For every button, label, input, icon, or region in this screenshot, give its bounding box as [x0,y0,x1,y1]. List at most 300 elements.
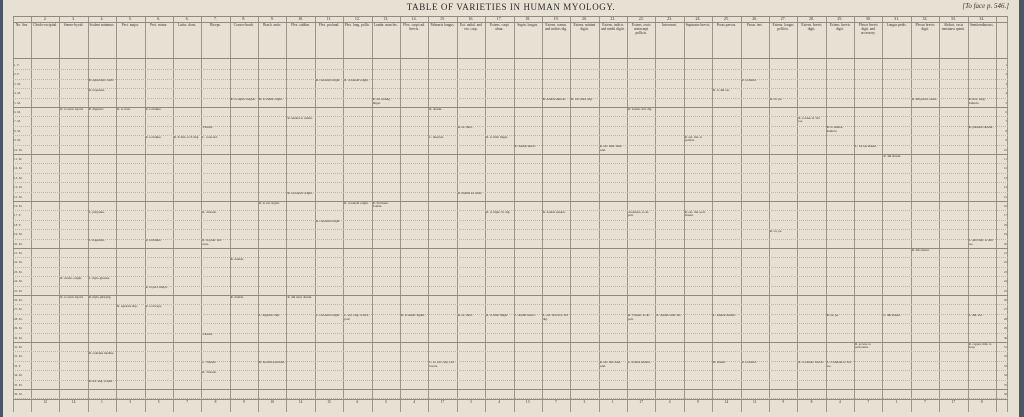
column-header: Flex. profund. [318,23,340,27]
column-number: 9. [270,16,274,21]
row-label: 13. M. [14,175,23,180]
column-rule [400,16,401,412]
row-label: 32. M. [14,354,23,359]
table-cell: R. to pect. major. [145,286,168,290]
column-header: Psoas parvus. [716,23,737,27]
column-number: 27. [780,16,786,21]
column-total: 3 [129,400,132,405]
column-total: 3 [384,400,387,405]
table-cell: R. to 4th toe. [713,88,730,92]
row-number-right: 17 [1003,213,1007,218]
table-cell: R. to base of 3rd toe. [798,116,820,124]
table-cell: L. platysma. [88,210,105,214]
row-number-right: 2 [1005,72,1007,77]
row-label: 12. M. [14,166,23,171]
table-cell: L. digastric slip. [259,314,280,318]
row-label: 15. M. [14,194,23,199]
table-cell: R. coronoid. origin. [287,192,313,196]
table-cell: R. to humer. [145,107,162,111]
table-cell: R. coronoid origin. [344,201,369,205]
table-cell: R. 4th perfor. sions. [911,98,937,102]
column-number: 13. [383,16,389,21]
table-cell: R. extens. ind. dig. [628,107,653,111]
column-total: 17 [440,400,445,405]
row-rule [13,361,1008,362]
column-number: 2. [43,16,47,21]
table-cell: R. lev. ang. scapul. [88,380,113,384]
table-cell: R. coronoid origin. [315,220,341,224]
row-rule [13,79,1008,80]
table-cell: R. to humer. [145,135,162,139]
row-label: 35. M. [14,382,23,387]
table-cell: L. coracoid. [202,135,218,139]
column-number: 22. [638,16,644,21]
column-rule [315,16,316,412]
row-number-right: 11 [1003,157,1007,161]
row-label: 23. M. [14,269,23,274]
row-rule [13,295,1008,296]
column-total: 1 [101,400,103,405]
column-rule [882,16,883,412]
row-label: 31. M. [14,345,23,349]
column-total: 9 [782,400,785,405]
column-header: Flex. sublim. [291,23,311,27]
column-header: Extens. ossis metacarpi pollicis. [631,23,651,35]
column-total: 17 [951,400,956,405]
row-number-right: 24 [1003,279,1007,284]
column-total: 17 [639,400,643,405]
row-number-right: 10 [1003,147,1007,152]
column-header: Coraco-brach. [233,23,255,27]
row-label: 33. F. [14,363,22,368]
row-label: 20. M. [14,241,23,246]
row-number-right: 26 [1003,298,1007,302]
row-rule [13,173,1008,174]
column-header: Interossei. [662,23,678,27]
column-number: 11. [326,16,332,21]
row-number-right: 20 [1003,241,1007,246]
column-rule [59,16,60,412]
myology-table [13,16,1008,412]
table-cell: R. to triceps. [145,304,162,308]
column-header: Longus pedis. [886,23,907,27]
column-rule [457,16,458,412]
column-header: Semitendinosus. [969,23,994,27]
row-rule [13,154,1008,155]
column-total: 3 [583,400,586,405]
table-cell: R. to annul. ligam. [400,314,425,318]
row-rule [13,323,1008,324]
column-total: 14 [71,400,76,405]
column-number: 12. [354,16,360,21]
column-header: Flexor brevis digit. [915,23,935,31]
table-cell: R. ex. pe. [769,98,783,102]
column-rule [939,16,940,412]
row-label: 6. M. [14,110,21,114]
row-number-right: 13 [1003,175,1007,180]
column-number: 20. [581,16,587,21]
table-cell: L. add. hall. to 2nd toe. [968,239,993,246]
column-total: 13 [525,400,530,405]
column-number: 28. [809,16,814,21]
row-rule [13,229,1008,230]
table-cell: R. tendon to radius. [287,116,313,120]
row-label: 28. M. [14,316,23,321]
table-cell: R. cleido. origin. [60,276,82,280]
row-number-right: 16 [1003,204,1007,208]
column-rule [854,16,855,412]
table-cell: R. to metat. [741,361,757,365]
table-cell: R. ex. inter. [457,126,473,130]
table-cell: R. double ex. inter. [457,192,482,196]
table-title: TABLE OF VARIETIES IN HUMAN MYOLOGY. [406,2,616,12]
column-number: 3. [72,16,76,21]
row-label: 34. M. [14,373,23,378]
column-total: 9 [242,400,245,405]
column-number: 15. [440,16,446,21]
row-label: 22. M. [14,260,23,265]
table-cell: R. 3rd musc. double. [372,201,389,209]
table-cell: R. double insert. [514,145,536,149]
column-number: 25. [723,16,729,21]
row-label: 26. M. [14,298,23,302]
table-cell: L. mylo-glossus. [88,276,111,280]
table-cell: R. 4th absent. [883,154,901,158]
column-total: 4 [413,400,416,405]
column-header: Extens. carpi ulnar. [489,23,509,31]
column-rule [230,16,231,412]
table-cell: R. to humer. [145,239,162,243]
row-rule [13,201,1008,202]
table-cell: R. episternal. cartil. [88,79,114,83]
row-number-right: 29 [1003,326,1007,331]
table-cell: R. ext. ind. poll. absent. [684,210,706,218]
table-cell: R. to stern. hyoid. [60,107,84,111]
table-cell: L. 4th. ext. [968,314,983,318]
column-number: 6. [157,16,161,21]
column-header: Extens. minimi digiti. [573,23,596,31]
column-rule [797,16,798,412]
table-cell: L. 4th absent. [883,314,901,318]
column-number: 5. [128,16,132,21]
row-rule [13,126,1008,127]
table-cell: R. to little finger. [486,135,508,139]
column-header: Pect. minor. [150,23,168,27]
column-total: 3 [470,400,472,405]
column-rule [258,16,259,412]
column-header: Flex. long. pollic. [344,23,371,27]
column-total: 15 [327,400,331,405]
row-number-right: 8 [1005,128,1007,133]
row-label: 5. M. [14,100,21,105]
row-number-right: 6 [1005,110,1007,114]
row-label: 29. M. [14,326,23,331]
table-cell: R. to extens. brevis. [798,361,824,365]
table-cell: R. absent. [429,107,443,111]
table-cell: R. aft. testing. finger. [372,98,391,105]
row-rule [13,116,1008,117]
row-rule [13,163,1008,164]
row-rule [13,333,1008,334]
row-number-right: 28 [1003,316,1007,321]
row-rule [13,98,1008,99]
row-rule [13,69,1008,70]
table-cell: R. to radial origin. [259,98,283,102]
row-label: 4. M. [14,91,21,96]
column-total: 8 [980,400,983,405]
column-total: 7 [555,400,557,405]
table-cell: R. separate slip. [117,304,138,308]
column-rule [599,16,600,412]
table-cell: L. trapezius. [88,239,105,243]
row-label: 17. F. [14,213,22,218]
row-rule [13,351,1008,352]
row-number-right: 36 [1003,392,1007,396]
column-total: 7 [867,400,870,405]
column-total: 1 [611,400,614,405]
table-cell: L. double insert. [514,314,536,318]
table-cell: R. brachio-fascialis. [259,361,285,365]
table-cell: R. ex. inter. [457,314,473,318]
table-cell: R. 4 heads. [202,210,217,214]
column-number: 23. [667,16,673,21]
column-total: 1 [895,400,898,405]
column-number: 10. [298,16,304,21]
column-header: Psoas. tert. [746,23,763,27]
row-number-right: 30 [1003,335,1007,340]
column-header: Supin. longus. [517,23,539,27]
table-cell: R. to supin. longus. [230,98,256,102]
table-cell: R. to tendon hallucis. [826,126,843,133]
row-number-right: 5 [1005,100,1007,105]
column-header: Supinator brevis. [685,23,711,27]
column-header: Scaleni minimus. [89,23,115,27]
row-number-right: 9 [1005,138,1007,143]
column-header: Palmaris longus. [430,23,455,27]
row-rule [13,370,1008,371]
column-header: Biceps. [210,23,221,27]
table-cell: R. flex. long. hallucis. [968,98,986,105]
column-number: 16. [468,16,474,21]
table-cell: L. double tendon. [628,361,651,365]
column-number: 33. [950,16,956,21]
column-number: 7. [213,16,217,21]
row-label: 1. F. [14,63,20,67]
row-number-right: 14 [1003,185,1007,190]
column-number: 14. [411,16,417,21]
table-cell: R. coronoid origin. [315,79,341,83]
column-total: 11 [753,400,757,405]
column-header: Abduct. ossis metatarsi quinti. [941,23,966,31]
table-cell: R. plantaris absent. [968,126,994,130]
column-rule [968,16,969,412]
table-cell: R. absent. [713,361,726,365]
column-rule [145,16,146,412]
row-rule [13,380,1008,381]
column-total: 4 [838,400,841,405]
column-number [13,16,31,22]
row-rule [13,389,1008,390]
row-number-right: 31 [1003,345,1007,349]
table-cell: R. trapezius. [88,88,105,92]
row-number-right: 19 [1003,232,1007,237]
table-cell: R. to pron. rad. teres. [202,239,222,246]
row-label: 18. F. [14,222,22,227]
column-total: 4 [498,400,501,405]
column-total: 8 [214,400,217,405]
table-cell: R. ext. inds. dual. tend. [599,145,623,152]
table-cell: R. 3 heads. [202,370,217,374]
row-label: 27. M. [14,307,23,312]
table-cell: R. copper. min. to hosp. [968,342,992,350]
row-label: 2. F. [14,72,20,77]
column-header: Extens. longus pollicis. [772,23,794,31]
row-number-right: 23 [1003,269,1007,274]
table-cell: R. to crest. [117,107,131,111]
table-cell: R. to metat. [741,79,757,83]
row-label: 7. M. [14,119,21,124]
table-cell: R. coronoid origin. [344,79,369,83]
table-cell: 2 heads. [202,333,213,337]
table-cell: R. to little finger. [486,314,508,318]
table-cell: R. double muscle. [542,98,566,102]
row-number-right: 7 [1005,119,1007,124]
column-number: 26. [752,16,758,21]
column-total: 4 [668,400,671,405]
column-rule [514,16,515,412]
column-number: 32. [922,16,928,21]
column-total: 9 [697,400,699,405]
table-page [3,0,1019,417]
column-number: 34. [979,16,985,21]
table-cell: L. ext. orig. to flex. prof. [344,314,369,321]
column-number: 21. [610,16,616,21]
table-cell: R. 4th absent. [911,248,930,252]
row-number-right: 33 [1003,363,1007,368]
row-rule [13,220,1008,221]
column-total: 10 [270,400,275,405]
column-total: 14 [724,400,729,405]
column-number: 29. [837,16,843,21]
column-rule [911,16,912,412]
table-cell: L. coronoid origin. [315,314,340,318]
column-rule [173,16,174,412]
column-number: 18. [525,16,531,21]
table-cell: R. ex. pe. [769,229,783,233]
column-header: Lumbr. muscles. [373,23,398,27]
column-number: 30. [865,16,871,21]
table-cell: R. 3 insert. to ab. poll. [628,314,650,321]
column-number: 31. [894,16,900,21]
column-rule [286,16,287,412]
row-number-right: 25 [1003,288,1007,293]
table-cell: R. ext. ind. et pollicis. [684,135,702,143]
column-rule [712,16,713,412]
column-header: Extens. indicis and medii digiti. [601,23,625,31]
column-header: Brach. antic. [263,23,282,27]
table-cell: R. double. [230,257,244,261]
table-cell: R. 4th tend. absent. [287,295,313,299]
table-cell: R. ex. pe. [826,314,839,318]
row-label: 21. M. [14,251,23,255]
column-total: 14 [298,400,303,405]
column-header: Flex. carpi rad. brevis. [403,23,426,31]
column-total: 6 [356,400,359,405]
row-number-right: 4 [1005,91,1007,96]
row-number-right: 15 [1003,194,1007,199]
table-cell: L. inserted. [429,135,444,139]
row-label: 19. M. [14,232,23,237]
table-cell: L. 3 heads. [202,361,217,365]
row-label: 10. M. [14,147,23,152]
column-rule [741,16,742,412]
column-header: Extens. brevis digit. [829,23,851,31]
column-header: No. Sex. [15,23,29,27]
row-rule [13,267,1008,268]
column-number: 6. [185,16,189,21]
column-rule [826,16,827,412]
row-number-right: 12 [1003,166,1007,171]
row-number-right: 3 [1005,81,1007,86]
table-cell: L. tendon double. [713,314,736,318]
column-rule [116,16,117,412]
column-rule [769,16,770,412]
row-rule [13,248,1008,249]
table-cell: R. access. to perforatus. [855,342,872,350]
row-rule [13,192,1008,193]
column-number: 4. [100,16,104,21]
row-number-right: 27 [1003,307,1007,312]
column-total: 12 [43,400,47,405]
column-total: 8 [810,400,813,405]
row-number-right: 35 [1003,382,1007,387]
row-rule [13,257,1008,258]
column-header: Ext. radial. and ext. carp. [459,23,482,31]
column-total: 7 [186,400,188,405]
column-rule [570,16,571,412]
column-header: Extens. comm. and indicis dig. [545,23,568,31]
table-cell: 3 heads. [202,126,213,130]
column-header: Sterno-hyoid. [63,23,84,27]
table-cell: R. double tendon. [542,210,566,214]
column-header: Flexor brevis digit. and accessory. [858,23,878,35]
page-reference: [To face p. 546.] [962,2,1009,10]
row-number-right: 18 [1003,222,1007,227]
row-number-right: 22 [1003,260,1007,265]
column-header: Latiss. dorsi. [177,23,197,27]
column-rule [1007,16,1008,412]
row-label: 30. M. [14,335,23,340]
column-total: 7 [924,400,926,405]
table-cell: R. mylo-pharyng. [88,295,112,299]
row-number-right: 21 [1003,251,1007,255]
row-number-right: 34 [1003,373,1007,378]
row-label: 14. M. [14,185,23,190]
table-cell: 4 tendons, to ab. poll. [628,210,649,218]
table-cell: R. ext. med. dig. [571,98,593,102]
column-number: 8. [242,16,246,21]
table-cell: L. 2 tendons to 3rd toe. [826,361,851,368]
column-number: 24. [695,16,701,21]
table-cell: R. to stern. hyoid. [60,295,84,299]
column-rule [428,16,429,412]
row-label: 3. M. [14,81,21,86]
column-rule [655,16,656,412]
table-cell: R. double. [230,295,244,299]
column-total: 5 [157,400,160,405]
row-number-right: 32 [1003,354,1007,359]
row-rule [13,182,1008,183]
